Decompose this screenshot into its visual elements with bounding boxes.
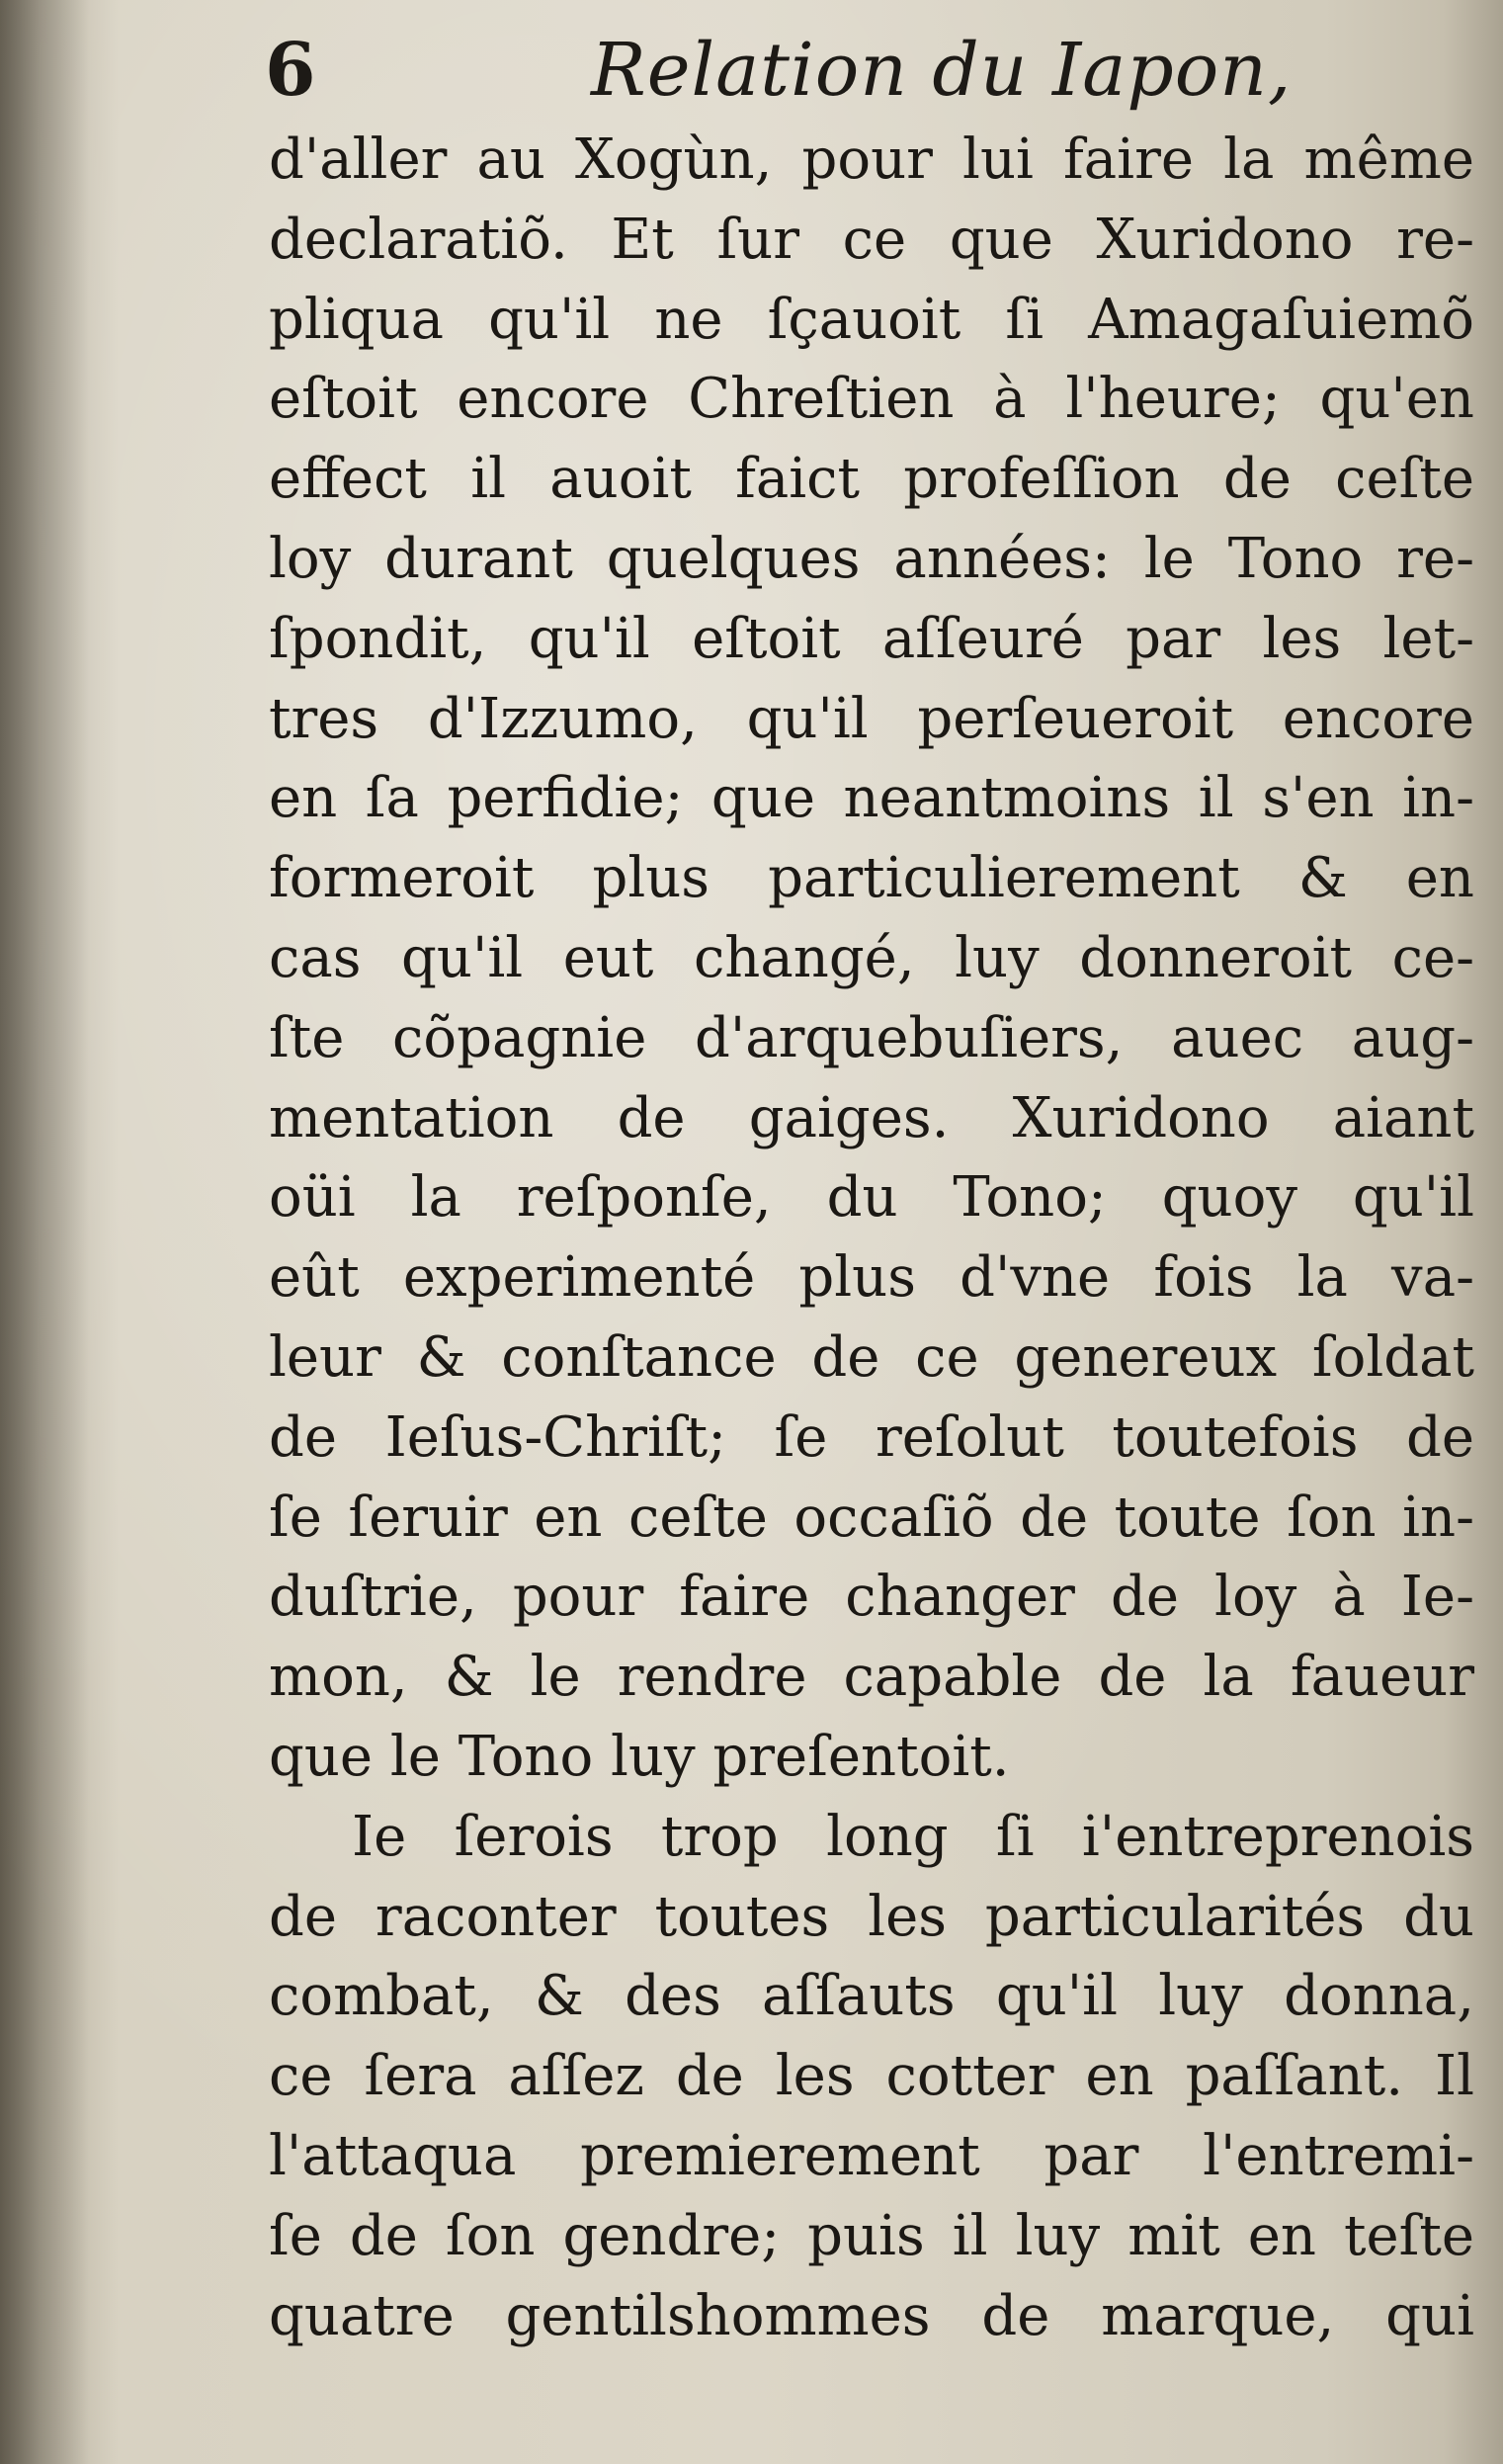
body-text bbox=[269, 121, 1474, 2356]
text-line: d'aller au Xogùn, pour lui faire la même bbox=[269, 127, 1474, 192]
text-line: ce ſera aſſez de les cotter en paſſant. Il bbox=[269, 2044, 1474, 2109]
page-number: 6 bbox=[265, 28, 316, 113]
text-line: leur & conſtance de ce genereux ſoldat bbox=[269, 1324, 1474, 1390]
text-line: cas qu'il eut changé, luy donneroit ce- bbox=[269, 925, 1474, 990]
text-line: ſte cõpagnie d'arquebuſiers, auec aug- bbox=[269, 1005, 1474, 1070]
text-line: mentation de gaiges. Xuridono aiant bbox=[269, 1085, 1474, 1150]
text-line: mon, & le rendre capable de la faueur bbox=[269, 1645, 1474, 1710]
text-line: en ſa perfidie; que neantmoins il s'en in- bbox=[269, 766, 1474, 831]
text-line-paragraph-end: que le Tono luy preſentoit. bbox=[269, 1724, 1010, 1789]
text-line: ſpondit, qu'il eſtoit aſſeuré par les let- bbox=[269, 606, 1474, 671]
text-line: l'attaqua premierement par l'entremi- bbox=[269, 2123, 1474, 2188]
text-line: eſtoit encore Chreſtien à l'heure; qu'en bbox=[269, 367, 1474, 432]
text-line: oüi la reſponſe, du Tono; quoy qu'il bbox=[269, 1165, 1474, 1231]
text-line: pliqua qu'il ne ſçauoit ſi Amagaſuiemõ bbox=[269, 287, 1474, 352]
text-line: tres d'Izzumo, qu'il perſeueroit encore bbox=[269, 686, 1474, 751]
text-line: ſe de ſon gendre; puis il luy mit en teſte bbox=[269, 2203, 1474, 2268]
text-line: quatre gentilshommes de marque, qui bbox=[269, 2283, 1474, 2348]
page-header bbox=[265, 18, 1451, 127]
text-line-paragraph-start: Ie ſerois trop long ſi i'entreprenois bbox=[352, 1804, 1474, 1869]
text-line: de Ieſus-Chriſt; ſe reſolut toutefois de bbox=[269, 1404, 1474, 1470]
running-title: Relation du Iapon, bbox=[591, 28, 1293, 113]
text-line: ſe ſeruir en ceſte occaſiõ de toute ſon in- bbox=[269, 1485, 1474, 1550]
gutter-shadow bbox=[0, 0, 89, 2464]
text-line: duſtrie, pour faire changer de loy à Ie- bbox=[269, 1565, 1474, 1630]
text-line: de raconter toutes les particularités du bbox=[269, 1884, 1474, 1949]
text-line: declaratiõ. Et ſur ce que Xuridono re- bbox=[269, 207, 1474, 272]
text-line: formeroit plus particulierement & en bbox=[269, 846, 1474, 911]
text-line: eût experimenté plus d'vne fois la va- bbox=[269, 1245, 1474, 1311]
text-line: combat, & des aſſauts qu'il luy donna, bbox=[269, 1964, 1474, 2029]
text-line: effect il auoit faict profeſſion de ceſte bbox=[269, 447, 1474, 512]
text-line: loy durant quelques années: le Tono re- bbox=[269, 526, 1474, 591]
